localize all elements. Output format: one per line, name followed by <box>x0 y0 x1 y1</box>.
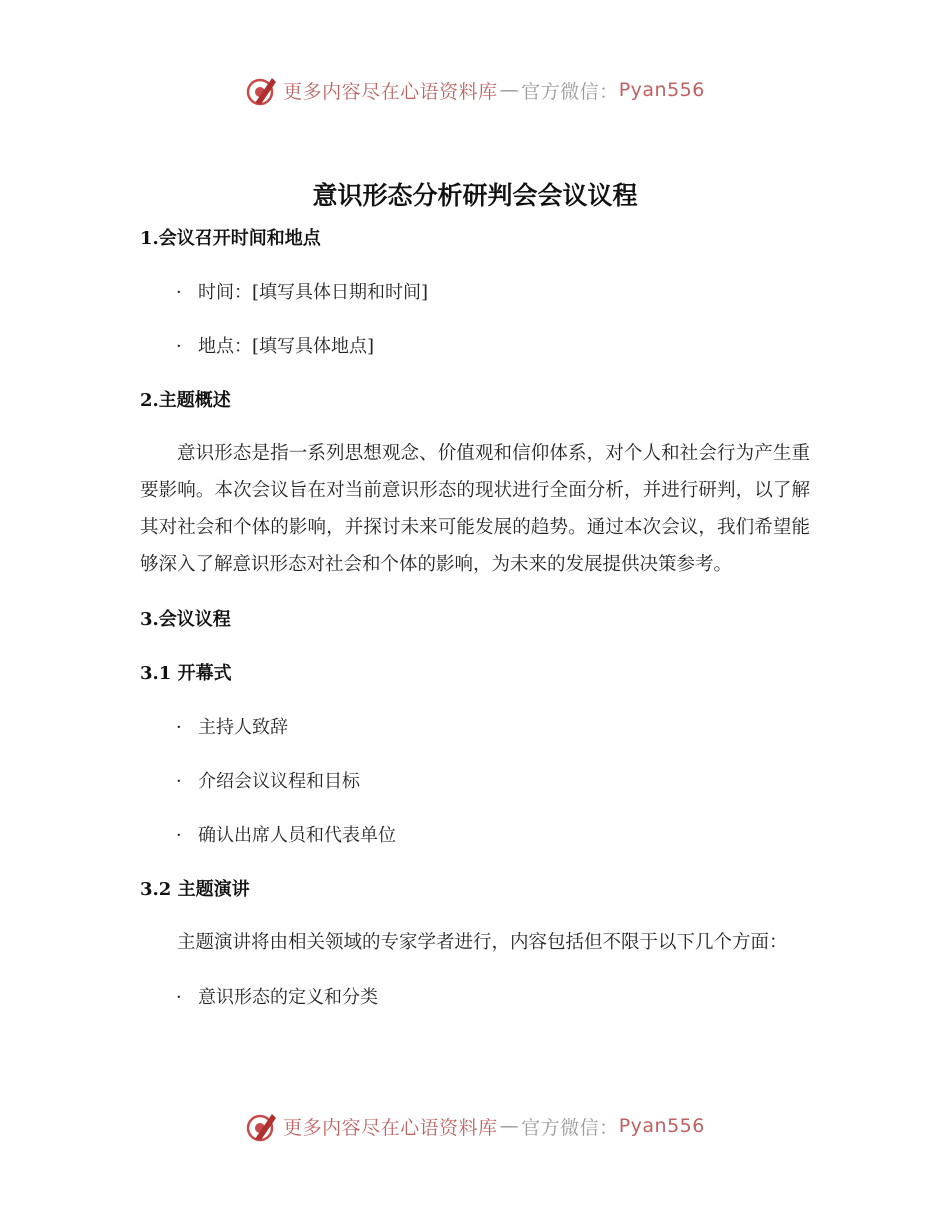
watermark-main-text: 更多内容尽在心语资料库 <box>283 80 498 103</box>
watermark-separator: — <box>499 1115 520 1137</box>
document-title: 意识形态分析研判会会议议程 <box>312 181 638 210</box>
section-heading-1: 1.会议召开时间和地点 <box>140 228 321 249</box>
list-item: · 地点：[填写具体地点] <box>176 336 375 357</box>
section-heading-3: 3.会议议程 <box>140 609 231 630</box>
pen-logo-icon <box>245 73 279 107</box>
section-heading-2: 2.主题概述 <box>140 390 231 411</box>
pen-logo-icon <box>245 1109 279 1143</box>
document-body <box>140 222 810 1015</box>
watermark-wechat-id: Pyan556 <box>618 79 705 101</box>
section-2-paragraph: 意识形态是指一系列思想观念、价值观和信仰体系，对个人和社会行为产生重要影响。本次会议旨在对当前意识形态的现状进行全面分析，并进行研判，以了解其对社会和个体的影响，并探讨未来可能发展的趋势。通过本次会议，我们希望能够深入了解意识形态对社会和个体的影响，为未来的发展提供决策参考。 <box>140 443 810 575</box>
list-item: · 确认出席人员和代表单位 <box>176 825 396 846</box>
list-item: · 主持人致辞 <box>176 717 288 738</box>
watermark-wechat-label: 官方微信： <box>521 80 619 103</box>
watermark-wechat-id: Pyan556 <box>618 1115 705 1137</box>
list-item: · 意识形态的定义和分类 <box>176 987 378 1008</box>
footer-watermark <box>0 1106 950 1146</box>
list-item: · 时间：[填写具体日期和时间] <box>176 282 429 303</box>
section-heading-3-2: 3.2 主题演讲 <box>140 879 250 900</box>
list-item: · 介绍会议议程和目标 <box>176 771 360 792</box>
watermark-separator: — <box>499 79 520 101</box>
section-heading-3-1: 3.1 开幕式 <box>140 663 232 684</box>
header-watermark <box>0 70 950 110</box>
watermark-wechat-label: 官方微信： <box>521 1116 619 1139</box>
watermark-main-text: 更多内容尽在心语资料库 <box>283 1116 498 1139</box>
section-3-2-paragraph: 主题演讲将由相关领域的专家学者进行，内容包括但不限于以下几个方面： <box>177 932 788 953</box>
